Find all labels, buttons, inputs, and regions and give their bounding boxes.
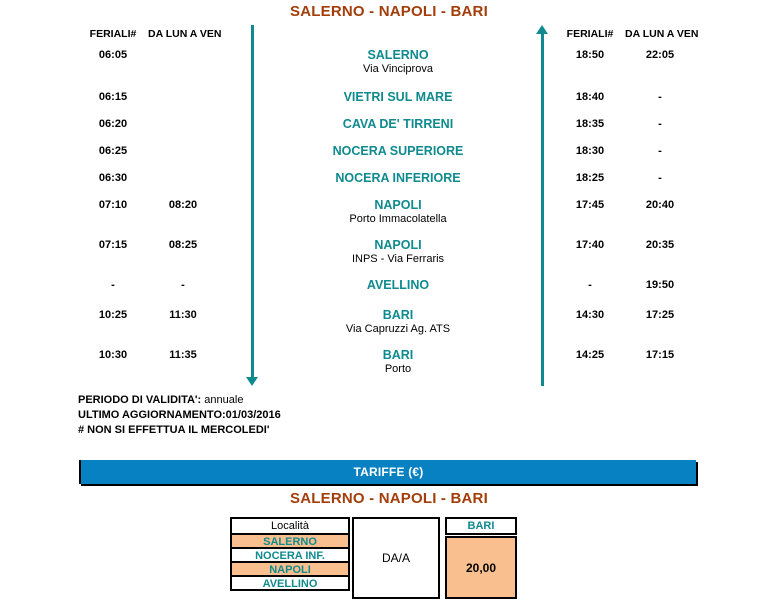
right-time-2: - [658, 172, 662, 184]
direction-cell: DA/A [352, 517, 440, 599]
right-time-2: 20:35 [645, 239, 675, 251]
right-time-2: - [658, 118, 662, 130]
station-cell [298, 346, 498, 376]
left-time-2: 11:35 [169, 349, 197, 361]
left-time-2 [148, 142, 218, 145]
locality-avellino: AVELLINO [232, 575, 348, 589]
left-time-1: 06:30 [98, 172, 128, 184]
timetable-row [0, 46, 778, 88]
timetable-row [0, 196, 778, 236]
left-time-2 [148, 169, 218, 172]
right-time-2: 19:50 [645, 279, 675, 291]
right-time-1: 18:40 [575, 91, 605, 103]
left-time-1: 06:05 [98, 49, 128, 61]
locality-nocera: NOCERA INF. [232, 547, 348, 561]
validity-value: annuale [204, 394, 244, 406]
right-time-1: 18:30 [575, 145, 605, 157]
station-cell [298, 276, 498, 292]
timetable-row [0, 236, 778, 276]
right-time-1: 17:45 [575, 199, 605, 211]
timetable [0, 25, 778, 386]
footnote: # NON SI EFFETTUA IL MERCOLEDI' [78, 424, 270, 436]
arrow-down-icon [246, 377, 258, 386]
timetable-header-row [0, 25, 778, 46]
left-time-2 [148, 115, 218, 118]
right-header-lun-ven: DA LUN A VEN [625, 28, 699, 40]
right-header-feriali: FERIALI# [566, 28, 614, 40]
station-name: NOCERA INFERIORE [335, 171, 461, 185]
right-time-1: 17:40 [575, 239, 605, 251]
return-route-line [541, 34, 544, 386]
destination-header: BARI [445, 517, 517, 535]
left-time-1: 06:25 [98, 145, 128, 157]
timetable-row [0, 346, 778, 386]
left-time-1: 06:15 [98, 91, 128, 103]
locality-salerno: SALERNO [232, 533, 348, 547]
right-time-2: - [658, 145, 662, 157]
left-time-1: 07:15 [98, 239, 128, 251]
station-sub: Via Capruzzi Ag. ATS [345, 323, 451, 335]
page-title: SALERNO - NAPOLI - BARI [290, 3, 488, 20]
station-cell [298, 115, 498, 131]
fares-route-title: SALERNO - NAPOLI - BARI [290, 490, 488, 507]
left-time-2 [148, 46, 218, 49]
station-name: SALERNO [367, 48, 429, 62]
station-sub: Porto [384, 363, 412, 375]
timetable-row [0, 169, 778, 196]
right-time-2: - [658, 91, 662, 103]
timetable-row [0, 142, 778, 169]
timetable-row [0, 306, 778, 346]
station-cell [298, 236, 498, 266]
left-time-1: 07:10 [98, 199, 128, 211]
updated-note: ULTIMO AGGIORNAMENTO:01/03/2016 [78, 409, 281, 421]
arrow-up-icon [536, 25, 548, 34]
right-time-2: 22:05 [645, 49, 675, 61]
left-time-1: 10:25 [98, 309, 128, 321]
station-name: VIETRI SUL MARE [343, 90, 453, 104]
left-time-2: 08:25 [168, 239, 198, 251]
right-time-1: 18:50 [575, 49, 605, 61]
station-cell [298, 88, 498, 104]
left-time-2: 11:30 [169, 309, 197, 321]
left-header-lun-ven: DA LUN A VEN [148, 28, 222, 40]
station-cell [298, 46, 498, 76]
right-time-1: 18:25 [575, 172, 605, 184]
station-name: NAPOLI [374, 198, 422, 212]
right-time-2: 20:40 [645, 199, 675, 211]
timetable-row [0, 115, 778, 142]
right-time-2: 17:15 [645, 349, 675, 361]
fares-table [230, 517, 517, 599]
timetable-row [0, 276, 778, 306]
locality-column [230, 517, 350, 591]
station-cell [298, 169, 498, 185]
left-header-feriali: FERIALI# [89, 28, 137, 40]
tariffe-banner: TARIFFE (€) [79, 460, 696, 484]
left-time-1: 10:30 [98, 349, 128, 361]
validity-note [78, 393, 281, 408]
right-time-1: - [588, 279, 592, 291]
station-cell [298, 142, 498, 158]
right-time-1: 14:25 [575, 349, 605, 361]
station-name: BARI [382, 308, 414, 322]
station-name: NOCERA SUPERIORE [332, 144, 464, 158]
right-time-1: 14:30 [575, 309, 605, 321]
locality-napoli: NAPOLI [232, 561, 348, 575]
station-sub: Via Vinciprova [363, 63, 433, 75]
left-time-1: 06:20 [98, 118, 128, 130]
outbound-route-line [251, 25, 254, 377]
station-cell [298, 196, 498, 226]
notes [78, 393, 281, 438]
station-name: NAPOLI [374, 238, 422, 252]
left-time-2 [148, 88, 218, 91]
destination-column [445, 517, 517, 599]
right-time-2: 17:25 [645, 309, 675, 321]
left-time-2: 08:20 [168, 199, 198, 211]
validity-label: PERIODO DI VALIDITA': [78, 394, 202, 406]
fare-value: 20,00 [445, 536, 517, 599]
station-name: CAVA DE' TIRRENI [342, 117, 454, 131]
station-sub: INPS - Via Ferraris [351, 253, 445, 265]
left-time-1: - [111, 279, 115, 291]
timetable-row [0, 88, 778, 115]
station-name: BARI [382, 348, 414, 362]
left-time-2: - [181, 279, 185, 291]
station-name: AVELLINO [366, 278, 430, 292]
right-time-1: 18:35 [575, 118, 605, 130]
station-sub: Porto Immacolatella [349, 213, 447, 225]
locality-header: Località [271, 520, 309, 532]
station-cell [298, 306, 498, 336]
